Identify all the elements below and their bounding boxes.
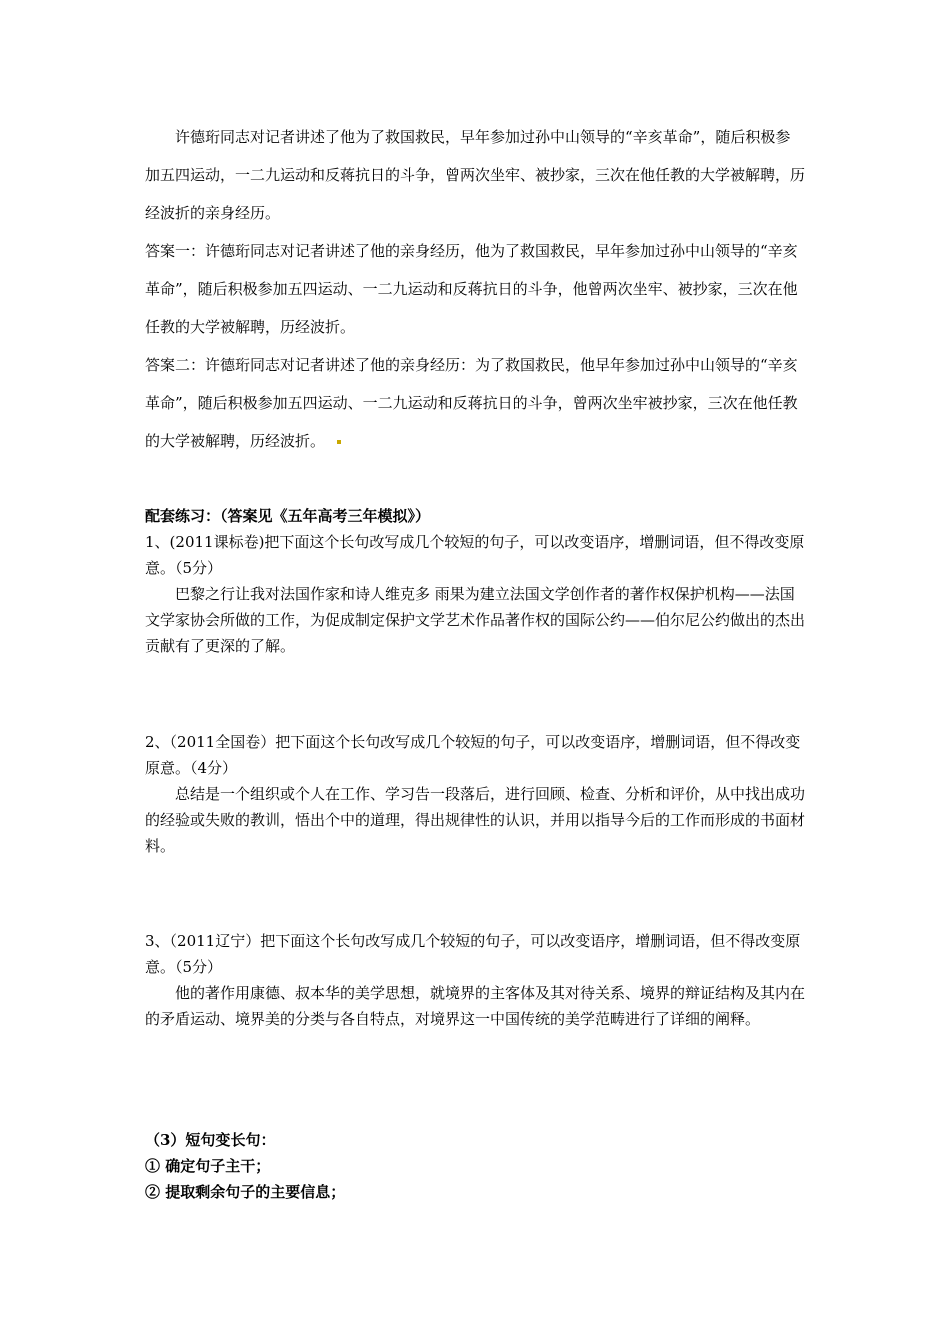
yellow-dot-mark [337, 440, 341, 444]
exercise-title: 配套练习：（答案见《五年高考三年模拟》） [145, 507, 431, 525]
intro-section [145, 118, 805, 460]
answer-two-text: 答案二：许德珩同志对记者讲述了他的亲身经历：为了救国救民，他早年参加过孙中山领导的“辛亥革命”，随后积极参加五四运动、一二九运动和反蒋抗日的斗争，曾两次坐牢被抄家，三次在他任教的大学被解聘，历经波折。 [145, 356, 798, 450]
section-3-step-2: ② 提取剩余句子的主要信息； [145, 1183, 346, 1201]
question-3-section [145, 928, 805, 1032]
question-2-prompt: 2、（2011全国卷）把下面这个长句改写成几个较短的句子，可以改变语序，增删词语，但不得改变原意。（4分） [145, 733, 801, 777]
question-1-prompt: 1、(2011课标卷)把下面这个长句改写成几个较短的句子，可以改变语序，增删词语，但不得改变原意。（5分） [145, 533, 805, 577]
question-3-prompt: 3、（2011辽宁）把下面这个长句改写成几个较短的句子，可以改变语序，增删词语，但不得改变原意。（5分） [145, 932, 801, 976]
answer-one: 答案一：许德珩同志对记者讲述了他的亲身经历，他为了救国救民，早年参加过孙中山领导的“辛亥革命”，随后积极参加五四运动、一二九运动和反蒋抗日的斗争，他曾两次坐牢、被抄家，三次在他任教的大学被解聘，历经波折。 [145, 242, 798, 336]
section-3-title: （3）短句变长句： [145, 1131, 276, 1149]
question-1-text: 巴黎之行让我对法国作家和诗人维克多 雨果为建立法国文学创作者的著作权保护机构——法国文学家协会所做的工作，为促成制定保护文学艺术作品著作权的国际公约——伯尔尼公约做出的杰出贡献有了更深的了解。 [145, 585, 806, 655]
question-3-text: 他的著作用康德、叔本华的美学思想，就境界的主客体及其对待关系、境界的辩证结构及其内在的矛盾运动、境界美的分类与各自特点，对境界这一中国传统的美学范畴进行了详细的阐释。 [145, 984, 806, 1028]
section-3 [145, 1127, 805, 1205]
question-2-section [145, 729, 805, 859]
intro-paragraph: 许德珩同志对记者讲述了他为了救国救民，早年参加过孙中山领导的“辛亥革命”，随后积极参加五四运动，一二九运动和反蒋抗日的斗争，曾两次坐牢、被抄家，三次在他任教的大学被解聘，历经波折的亲身经历。 [145, 128, 806, 222]
answer-two [145, 346, 805, 460]
question-2-text: 总结是一个组织或个人在工作、学习告一段落后，进行回顾、检查、分析和评价，从中找出成功的经验或失败的教训，悟出个中的道理，得出规律性的认识，并用以指导今后的工作而形成的书面材料。 [145, 785, 806, 855]
section-3-step-1: ① 确定句子主干； [145, 1157, 271, 1175]
exercise-section [145, 503, 805, 659]
